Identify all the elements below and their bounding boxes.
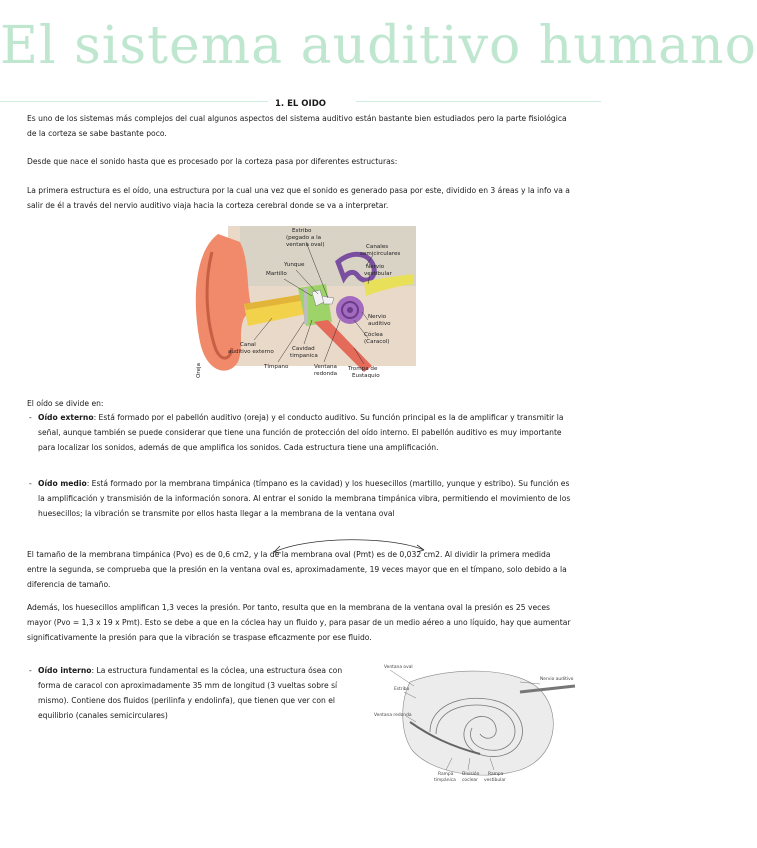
label-trompa: Trompa de bbox=[348, 366, 378, 372]
bullet-dash: - bbox=[29, 666, 32, 675]
label-canal-2: auditivo externo bbox=[228, 349, 274, 355]
label-estribo: Estribo bbox=[292, 228, 312, 234]
cochlea-figure bbox=[370, 662, 580, 792]
cochlea-label-ventana-redonda: Ventana redonda bbox=[374, 713, 412, 718]
label-estribo-2: (pegado a la bbox=[286, 235, 322, 241]
paragraph-ossicles: Además, los huesecillos amplifican 1,3 veces la presión. Por tanto, resulta que en la membrana de la ventana oval la presión es 25 veces mayor (Pvo = 1,3 x 19 x Pmt). Esto se debe a que en la cóclea hay un fluido y, para pasar de un medio aéreo a uno líquido, hay que aumentar significativamente la presión para que la vibración se traspase eficazmente por ese fluido. bbox=[27, 603, 571, 642]
label-trompa-2: Eustaquio bbox=[352, 373, 380, 379]
paragraph-tympanic: El tamaño de la membrana timpánica (Pvo) es de 0,6 cm2, y la de la membrana oval (Pmt) es de 0,032 cm2. Al dividir la primera medida entre la segunda, se comprueba que la presión en la ventana oval es, aproximadamente, 19 veces mayor que en el tímpano, solo debido a la diferencia de tamaño. bbox=[27, 550, 567, 589]
page-title: El sistema auditivo humano bbox=[0, 16, 757, 76]
label-martillo: Martillo bbox=[266, 271, 287, 277]
cochlea-label-ventana-oval: Ventana oval bbox=[384, 665, 413, 670]
term-inner-ear: Oído interno bbox=[38, 666, 92, 675]
label-oreja: Oreja bbox=[196, 362, 202, 378]
label-ventana-2: redonda bbox=[314, 371, 338, 377]
bullet-dash: - bbox=[29, 479, 32, 488]
paragraph-divides: El oído se divide en: bbox=[27, 399, 104, 408]
label-ventana: Ventana bbox=[314, 364, 337, 370]
label-nervio-vest: Nervio bbox=[366, 264, 385, 270]
list-item-outer-ear bbox=[29, 410, 571, 455]
paragraph-structures: Desde que nace el sonido hasta que es procesado por la corteza pasa por diferentes estructuras: bbox=[27, 157, 398, 166]
label-cavidad: Cavidad bbox=[292, 346, 315, 352]
text-middle-ear: : Está formado por la membrana timpánica (tímpano es la cavidad) y los huesecillos (martillo, yunque y estribo). Su función es la amplificación y transmisión de la información sonora. Al entrar el sonido la membrana timpánica vibra, permitiendo el movimiento de los huesecillos; la vibración se transmite por ellos hasta llegar a la membrana de la ventana oval bbox=[38, 479, 571, 518]
term-outer-ear: Oído externo bbox=[38, 413, 94, 422]
ear-anatomy-figure bbox=[188, 222, 416, 382]
cochlea-label-estribo: Estribo bbox=[394, 687, 410, 692]
label-yunque: Yunque bbox=[284, 262, 305, 268]
label-nervio-aud: Nervio bbox=[368, 314, 387, 320]
label-cavidad-2: timpanica bbox=[290, 353, 318, 359]
cochlea-label-nervio: Nervio auditivo bbox=[540, 677, 574, 682]
label-canales-2: semicirculares bbox=[360, 251, 401, 257]
cochlea-label-division-2: coclear bbox=[462, 778, 478, 783]
text-inner-ear: : La estructura fundamental es la cóclea, una estructura ósea con forma de caracol con aproximadamente 35 mm de longitud (3 vueltas sobre sí mismo). Contiene dos fluidos (perilinfa y endolinfa), que tienen que ver con el equilibrio (canales semicirculares) bbox=[38, 666, 343, 720]
label-nervio-aud-2: auditivo bbox=[368, 321, 391, 327]
term-middle-ear: Oído medio bbox=[38, 479, 87, 488]
label-coclea: Cóclea bbox=[364, 332, 383, 338]
label-nervio-vest-2: vestibular bbox=[364, 271, 392, 277]
cochlea-label-division: División bbox=[462, 772, 480, 777]
section-heading: 1. EL OIDO bbox=[275, 99, 326, 109]
cochlea-label-rampa-vest: Rampa bbox=[488, 772, 504, 777]
label-coclea-2: (Caracol) bbox=[364, 339, 390, 345]
label-estribo-3: ventana oval) bbox=[286, 242, 325, 248]
bullet-dash: - bbox=[29, 413, 32, 422]
list-item-middle-ear bbox=[29, 476, 571, 521]
label-timpano: Tímpano bbox=[264, 364, 289, 370]
list-item-inner-ear bbox=[29, 663, 356, 723]
paragraph-intro: Es uno de los sistemas más complejos del cual algunos aspectos del sistema auditivo están bastante bien estudiados pero la parte fisiológica de la corteza se sabe bastante poco. bbox=[27, 114, 567, 138]
text-outer-ear: : Está formado por el pabellón auditivo (oreja) y el conducto auditivo. Su función principal es la de amplificar y transmitir la señal, aunque también se puede considerar que tiene una función de protección del oído interno. El pabellón auditivo es muy importante para localizar los sonidos, además de que amplifica los sonidos. Cada estructura tiene una amplificación. bbox=[38, 413, 564, 452]
label-canales: Canales bbox=[366, 244, 389, 250]
cochlea-label-rampa-vest-2: vestibular bbox=[484, 778, 506, 783]
cochlea-label-rampa-timp-2: timpánica bbox=[434, 778, 456, 783]
cochlea-label-rampa-timp: Rampa bbox=[438, 772, 454, 777]
paragraph-first: La primera estructura es el oído, una estructura por la cual una vez que el sonido es generado pasa por este, dividido en 3 áreas y la info va a salir de él a través del nervio auditivo viaja hacia la corteza cerebral donde se va a interpretar. bbox=[27, 186, 570, 210]
label-canal: Canal bbox=[240, 342, 256, 348]
